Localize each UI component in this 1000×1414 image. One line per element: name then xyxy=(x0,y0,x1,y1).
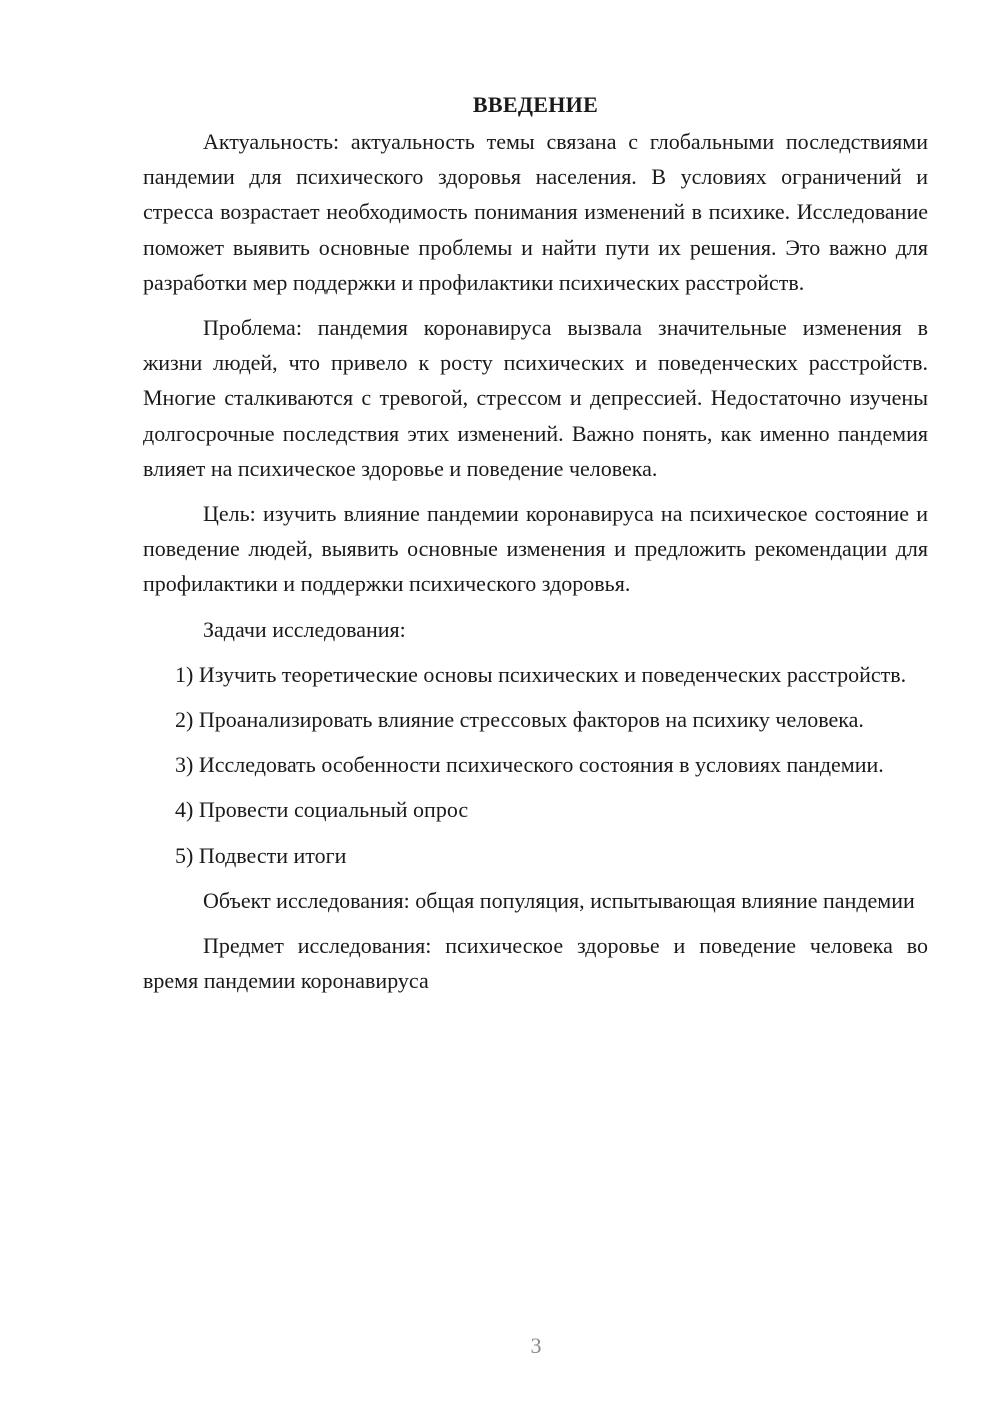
page-number: 3 xyxy=(530,1333,542,1358)
task-item-1: 1) Изучить теоретические основы психических и поведенческих расстройств. xyxy=(175,661,907,687)
object-paragraph: Объект исследования: общая популяция, испытывающая влияние пандемии xyxy=(203,887,915,913)
task-item-5: 5) Подвести итоги xyxy=(175,842,347,868)
problem-paragraph: Проблема: пандемия коронавируса вызвала значительные изменения в жизни людей, что привело к росту психических и поведенческих расстройств. Многие сталкиваются с тревогой, стрессом и депрессией. Недостаточно изучены долгосрочные последствия этих изменений. Важно понять, как именно пандемия влияет на психическое здоровье и поведение человека. xyxy=(143,315,928,481)
goal-paragraph: Цель: изучить влияние пандемии коронавируса на психическое состояние и поведение людей, выявить основные изменения и предложить рекомендации для профилактики и поддержки психического здоровья. xyxy=(143,501,928,597)
subject-paragraph: Предмет исследования: психическое здоровье и поведение человека во время пандемии коронавируса xyxy=(143,933,928,994)
tasks-heading: Задачи исследования: xyxy=(203,616,406,642)
task-item-4: 4) Провести социальный опрос xyxy=(175,797,469,823)
document-page xyxy=(143,90,928,1008)
task-item-3: 3) Исследовать особенности психического состояния в условиях пандемии. xyxy=(175,752,884,778)
page-title: ВВЕДЕНИЕ xyxy=(472,92,599,117)
task-item-2: 2) Проанализировать влияние стрессовых факторов на психику человека. xyxy=(175,707,864,733)
relevance-paragraph: Актуальность: актуальность темы связана с глобальными последствиями пандемии для психического здоровья населения. В условиях ограничений и стресса возрастает необходимость понимания изменений в психике. Исследование поможет выявить основные проблемы и найти пути их решения. Это важно для разработки мер поддержки и профилактики психических расстройств. xyxy=(143,129,928,295)
